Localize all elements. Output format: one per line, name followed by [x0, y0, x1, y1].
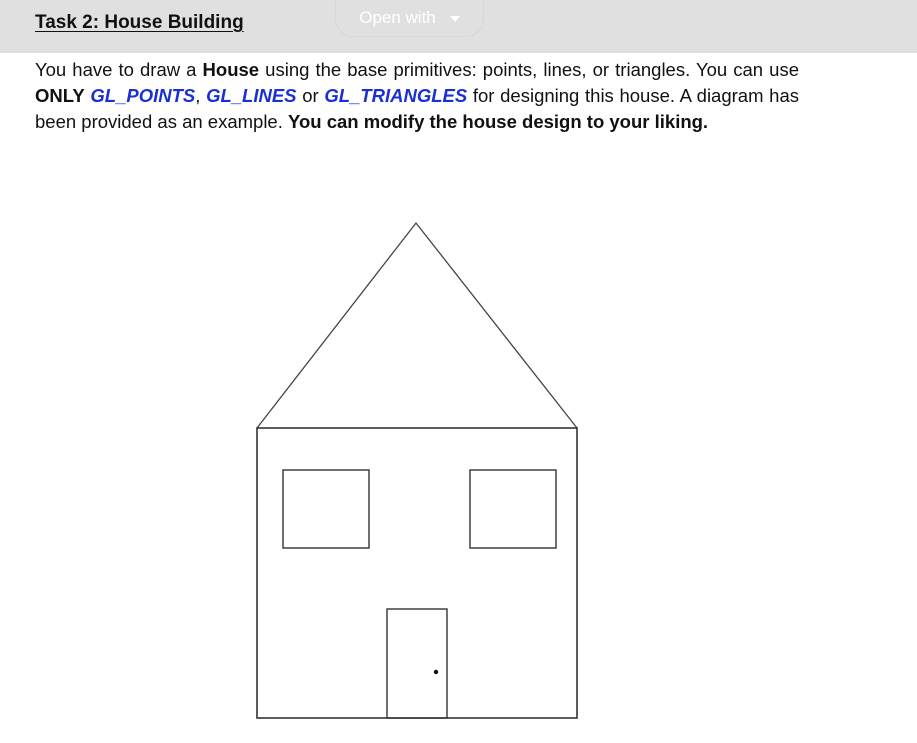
text-run: ,	[195, 85, 207, 106]
gl-triangles-keyword: GL_TRIANGLES	[324, 85, 468, 106]
house-keyword: House	[202, 59, 260, 80]
gl-lines-keyword: GL_LINES	[206, 85, 297, 106]
door-knob	[434, 670, 438, 674]
open-with-label: Open with	[359, 8, 436, 27]
gl-points-keyword: GL_POINTS	[90, 85, 196, 106]
text-run: or	[296, 85, 325, 106]
house-door	[387, 609, 447, 718]
modify-note: You can modify the house design to your liking.	[288, 111, 709, 132]
only-keyword: ONLY	[35, 85, 85, 106]
task-heading: Task 2: House Building	[35, 12, 244, 33]
text-run: using the base primitives: points, lines, or triangles. You can use	[259, 59, 800, 80]
text-run: for designing this house. A diagram has been provided as an example.	[35, 85, 799, 132]
right-window	[470, 470, 556, 548]
house-roof	[257, 223, 577, 428]
left-window	[283, 470, 369, 548]
text-run: You have to draw a	[35, 59, 203, 80]
house-body	[257, 428, 577, 718]
